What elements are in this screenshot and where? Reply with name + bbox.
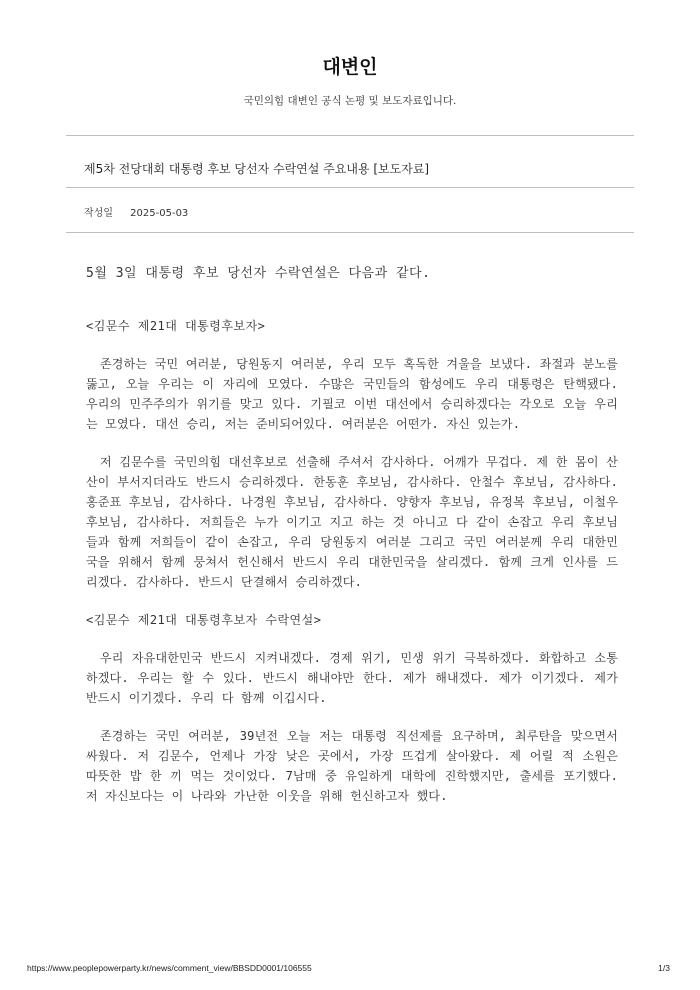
paragraph: 존경하는 국민 여러분, 39년전 오늘 저는 대통령 직선제를 요구하며, 최루탄을 맞으면서 싸웠다. 저 김문수, 언제나 가장 낮은 곳에서, 가장 뜨겁게 살아왔다. 제 어릴 적 소원은 따뜻한 밥 한 끼 먹는 것이었다. 7남매 중 유일하게 대학에 진학했지만, 출세를 포기했다. 저 자신보다는 이 나라와 가난한 이웃을 위해 헌신하고자 했다. (86, 729, 618, 803)
page-number: 1/3 (658, 963, 670, 973)
title-divider (66, 187, 634, 188)
article-body (86, 264, 618, 824)
article-date: 2025-05-03 (130, 208, 189, 219)
section-title: <김문수 제21대 대통령후보자> (86, 319, 266, 333)
article-meta (84, 204, 188, 219)
footer-url: https://www.peoplepowerparty.kr/news/comment_view/BBSDD0001/106555 (27, 963, 312, 973)
site-title: 대변인 (322, 56, 378, 78)
paragraph: 존경하는 국민 여러분, 당원동지 여러분, 우리 모두 혹독한 겨울을 보냈다. 좌절과 분노를 뚫고, 오늘 우리는 이 자리에 모였다. 수많은 국민들의 함성에도 우리 대통령은 탄핵됐다. 우리의 민주주의가 위기를 맞고 있다. 기필코 이번 대선에서 승리하겠다는 각오로 오늘 우리는 모였다. 대선 승리, 저는 준비되어있다. 여러분은 어떤가. 자신 있는가. (86, 357, 618, 431)
article-title: 제5차 전당대회 대통령 후보 당선자 수락연설 주요내용 [보도자료] (84, 162, 430, 176)
header-divider (66, 135, 634, 136)
meta-divider (66, 232, 634, 233)
site-description: 국민의힘 대변인 공식 논평 및 보도자료입니다. (243, 95, 457, 107)
date-label: 작성일 (84, 208, 113, 219)
paragraph: 저 김문수를 국민의힘 대선후보로 선출해 주셔서 감사하다. 어깨가 무겁다. 제 한 몸이 산산이 부서지더라도 반드시 승리하겠다. 한동훈 후보님, 감사하다. 안철수 후보님, 감사하다. 홍준표 후보님, 감사하다. 나경원 후보님, 감사하다. 양향자 후보님, 유정복 후보님, 이철우 후보님, 감사하다. 저희들은 누가 이기고 지고 하는 것 아니고 다 같이 손잡고 우리 후보님들과 함께 저희들이 같이 손잡고, 우리 당원동지 여러분 그리고 국민 여러분께 우리 대한민국을 위해서 함께 뭉쳐서 헌신해서 반드시 우리 대한민국을 살리겠다. 함께 크게 인사를 드리겠다. 감사하다. 반드시 단결해서 승리하겠다. (86, 455, 618, 589)
article-lead: 5월 3일 대통령 후보 당선자 수락연설은 다음과 같다. (86, 266, 431, 281)
section-title: <김문수 제21대 대통령후보자 수락연설> (86, 613, 322, 627)
paragraph: 우리 자유대한민국 반드시 지켜내겠다. 경제 위기, 민생 위기 극복하겠다. 화합하고 소통하겠다. 우리는 할 수 있다. 반드시 해내야만 한다. 제가 해내겠다. 제가 이기겠다. 제가 반드시 이기겠다. 우리 다 함께 이깁시다. (86, 651, 618, 705)
